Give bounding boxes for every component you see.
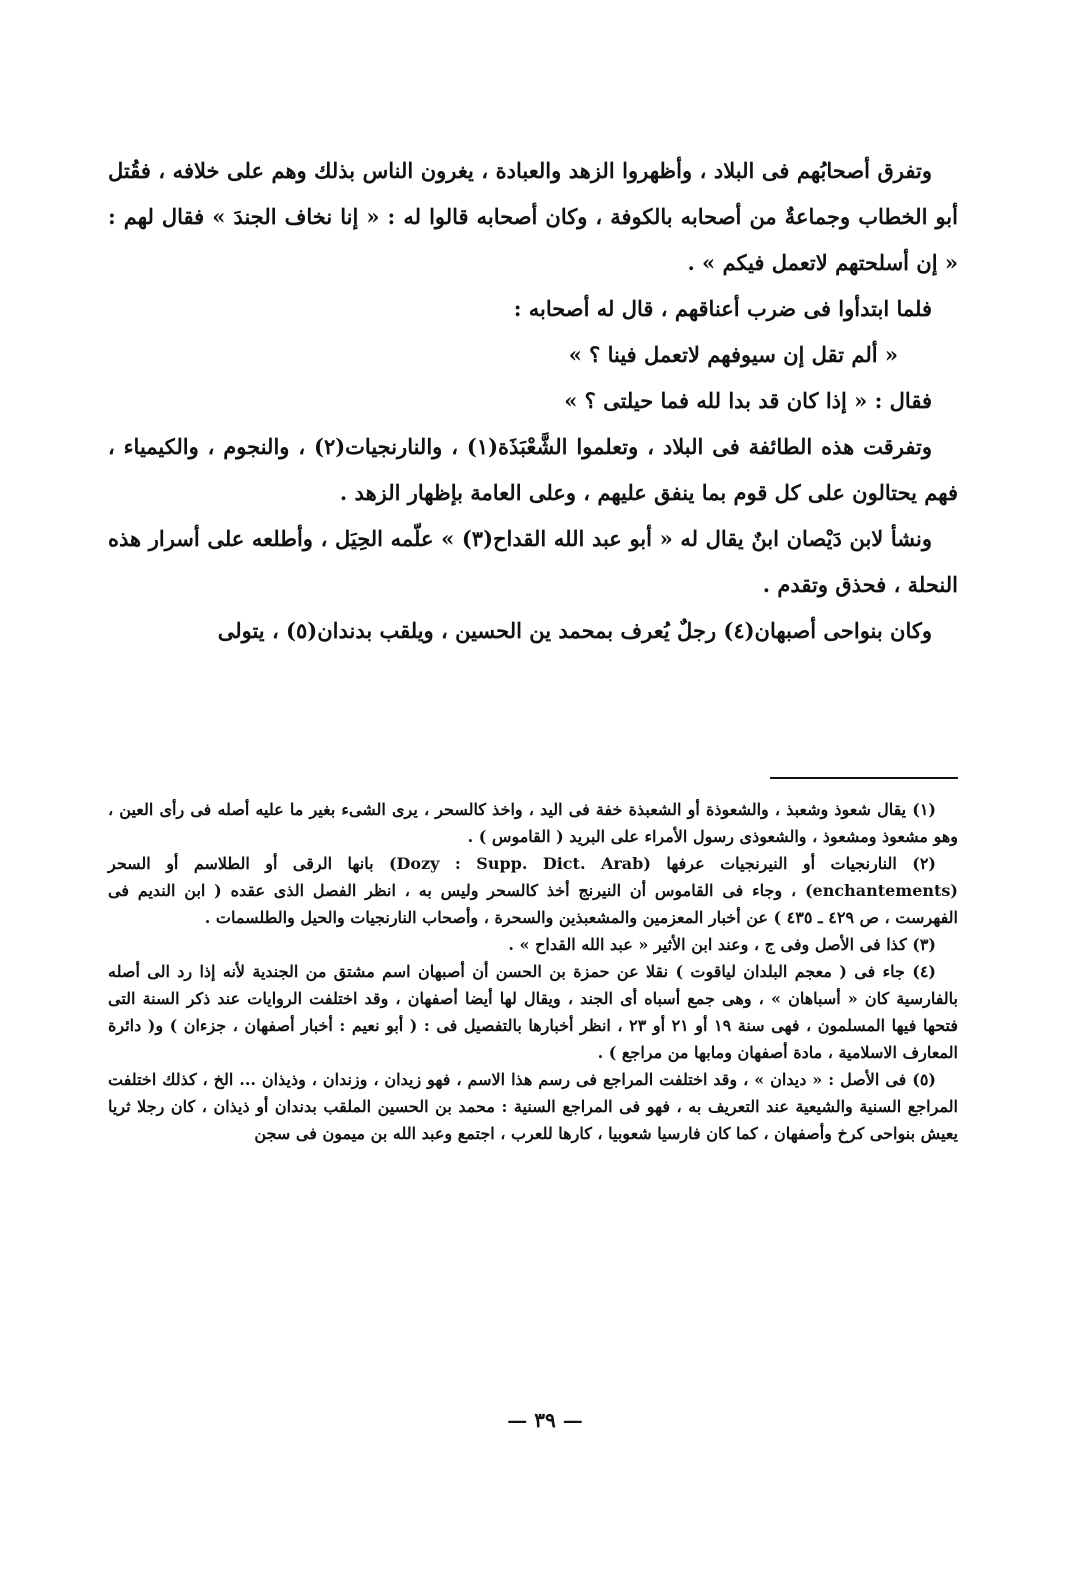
page-number: — ٣٩ —: [507, 1408, 583, 1432]
reply-line: فقال : « إذا كان قد بدا لله فما حيلتى ؟ »: [564, 388, 932, 413]
paragraph-1: وتفرق أصحابُهم فى البلاد ، وأظهروا الزهد والعبادة ، يغرون الناس بذلك وهم على خلافه ، فقُتل أبو الخطاب وجماعةٌ من أصحابه بالكوفة ، وكان أصحابه قالوا له : « إنا نخاف الجندَ » فقال لهم : « إن أسلحتهم لاتعمل فيكم » .: [108, 158, 958, 275]
footnote-3: (٣) كذا فى الأصل وفى ج ، وعند ابن الأثير « عبد الله القداح » .: [508, 935, 936, 954]
footnote-divider: [770, 777, 958, 779]
footnote-1: (١) يقال شعوذ وشعبذ ، والشعوذة أو الشعبذة خفة فى اليد ، واخذ كالسحر ، يرى الشىء بغير ما عليه أصله فى رأى العين ، وهو مشعوذ ومشعوذ ، والشعوذى رسول الأمراء على البريد ( القاموس ) .: [108, 800, 958, 846]
footnote-4: (٤) جاء فى ( معجم البلدان لياقوت ) نقلا عن حمزة بن الحسن أن أصبهان اسم مشتق من الجندية لأنه إذا رد الى أصله بالفارسية كان « أسباهان » ، وهى جمع أسباه أى الجند ، ويقال لها أيضا أصفهان ، وقد اختلفت الروايات عند ذكر السنة التى فتحها فيها المسلمون ، فهى سنة ١٩ أو ٢١ أو ٢٣ ، انظر أخبارها بالتفصيل فى : ( أبو نعيم : أخبار أصفهان ، جزءان ) و( دائرة المعارف الاسلامية ، مادة أصفهان ومابها من مراجع ) .: [108, 962, 959, 1062]
paragraph-5: وتفرقت هذه الطائفة فى البلاد ، وتعلموا الشَّعْبَذَة(١) ، والنارنجيات(٢) ، والنجوم ، والكيمياء ، فهم يحتالون على كل قوم بما ينفق عليهم ، وعلى العامة بإظهار الزهد .: [108, 434, 958, 505]
footnote-5: (٥) فى الأصل : « ديدان » ، وقد اختلفت المراجع فى رسم هذا الاسم ، فهو زيدان ، وزندان ، وذيذان ... الخ ، كذلك اختلفت المراجع السنية والشيعية عند التعريف به ، فهو فى المراجع السنية : محمد بن الحسين الملقب بدندان أو ذيذان ، كان رجلا ثريا يعيش بنواحى كرخ وأصفهان ، كما كان فارسيا شعوبيا ، كارها للعرب ، اجتمع وعبد الله بن ميمون فى سجن: [108, 1070, 958, 1143]
quote-line: « ألم تقل إن سيوفهم لاتعمل فينا ؟ »: [568, 342, 898, 367]
main-text: [108, 148, 958, 654]
paragraph-2: فلما ابتدأوا فى ضرب أعناقهم ، قال له أصحابه :: [513, 296, 932, 321]
paragraph-7: وكان بنواحى أصبهان(٤) رجلٌ يُعرف بمحمد ين الحسين ، ويلقب بدندان(٥) ، يتولى: [217, 618, 932, 643]
footnote-2: (٢) النارنجيات أو النيرنجيات عرفها (Dozy : Supp. Dict. Arab) بانها الرقى أو الطلاسم أو السحر (enchantements) ، وجاء فى القاموس أن النيرنج أخذ كالسحر وليس به ، انظر الفصل الذى عقده ( ابن النديم فى الفهرست ، ص ٤٢٩ ـ ٤٣٥ ) عن أخبار المعزمين والمشعبذين والسحرة ، وأصحاب النارنجيات والحيل والطلسمات .: [108, 854, 958, 927]
footnotes: [108, 796, 958, 1147]
paragraph-6: ونشأ لابن دَيْصان ابنٌ يقال له « أبو عبد الله القداح(٣) » علّمه الحِيَل ، وأطلعه على أسرار هذه النحلة ، فحذق وتقدم .: [108, 526, 958, 597]
